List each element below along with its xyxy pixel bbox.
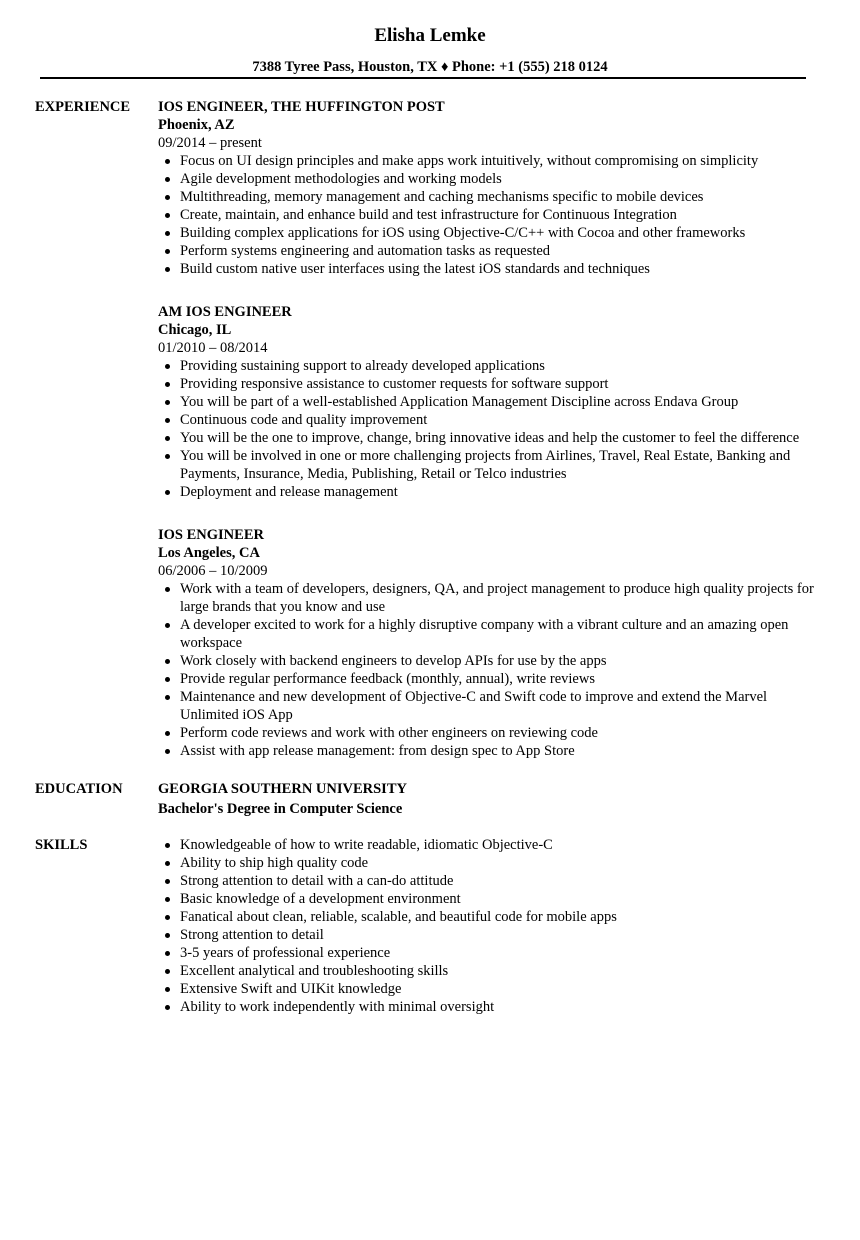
list-item: Assist with app release management: from design spec to App Store (158, 742, 828, 760)
job-dates: 06/2006 – 10/2009 (158, 563, 268, 579)
job-dates: 09/2014 – present (158, 135, 262, 151)
skills-label: SKILLS (35, 837, 88, 853)
job-entry (158, 526, 828, 760)
list-item: Maintenance and new development of Objective-C and Swift code to improve and extend the Marvel Unlimited iOS App (158, 688, 828, 724)
list-item: Work with a team of developers, designers, QA, and project management to produce high quality projects for large brands that you know and use (158, 580, 828, 616)
resume-header (0, 24, 860, 76)
job-entry (158, 303, 828, 501)
contact-line: 7388 Tyree Pass, Houston, TX ♦ Phone: +1 (555) 218 0124 (252, 59, 608, 75)
list-item: Strong attention to detail with a can-do attitude (158, 872, 828, 890)
list-item: Extensive Swift and UIKit knowledge (158, 980, 828, 998)
list-item: You will be involved in one or more challenging projects from Airlines, Travel, Real Estate, Banking and Payments, Insurance, Media, Publishing, Retail or Telco industries (158, 447, 828, 483)
job-location: Chicago, IL (158, 322, 232, 338)
experience-section (158, 98, 828, 785)
list-item: Multithreading, memory management and caching mechanisms specific to mobile devices (158, 188, 828, 206)
list-item: Focus on UI design principles and make apps work intuitively, without compromising on simplicity (158, 152, 828, 170)
list-item: Basic knowledge of a development environment (158, 890, 828, 908)
job-entry (158, 98, 828, 278)
job-location: Los Angeles, CA (158, 545, 260, 561)
list-item: Work closely with backend engineers to develop APIs for use by the apps (158, 652, 828, 670)
candidate-name: Elisha Lemke (374, 25, 486, 46)
list-item: Providing responsive assistance to customer requests for software support (158, 375, 828, 393)
list-item: Continuous code and quality improvement (158, 411, 828, 429)
list-item: Build custom native user interfaces using the latest iOS standards and techniques (158, 260, 828, 278)
list-item: Ability to ship high quality code (158, 854, 828, 872)
job-bullets (158, 580, 828, 760)
school-name: GEORGIA SOUTHERN UNIVERSITY (158, 781, 407, 797)
skills-list (158, 836, 828, 1016)
job-title: AM IOS ENGINEER (158, 304, 292, 320)
header-divider (40, 77, 806, 79)
list-item: 3-5 years of professional experience (158, 944, 828, 962)
job-bullets (158, 152, 828, 278)
education-label: EDUCATION (35, 781, 123, 797)
list-item: Building complex applications for iOS using Objective-C/C++ with Cocoa and other frameworks (158, 224, 828, 242)
list-item: Excellent analytical and troubleshooting skills (158, 962, 828, 980)
list-item: Ability to work independently with minimal oversight (158, 998, 828, 1016)
list-item: You will be part of a well-established Application Management Discipline across Endava Group (158, 393, 828, 411)
list-item: Providing sustaining support to already developed applications (158, 357, 828, 375)
degree: Bachelor's Degree in Computer Science (158, 801, 403, 817)
list-item: Deployment and release management (158, 483, 828, 501)
list-item: You will be the one to improve, change, bring innovative ideas and help the customer to feel the difference (158, 429, 828, 447)
job-title: IOS ENGINEER, THE HUFFINGTON POST (158, 99, 445, 115)
list-item: A developer excited to work for a highly disruptive company with a vibrant culture and an amazing open workspace (158, 616, 828, 652)
job-dates: 01/2010 – 08/2014 (158, 340, 268, 356)
list-item: Perform code reviews and work with other engineers on reviewing code (158, 724, 828, 742)
list-item: Perform systems engineering and automation tasks as requested (158, 242, 828, 260)
list-item: Knowledgeable of how to write readable, idiomatic Objective-C (158, 836, 828, 854)
skills-section (158, 836, 828, 1016)
list-item: Fanatical about clean, reliable, scalable, and beautiful code for mobile apps (158, 908, 828, 926)
job-bullets (158, 357, 828, 501)
list-item: Provide regular performance feedback (monthly, annual), write reviews (158, 670, 828, 688)
job-location: Phoenix, AZ (158, 117, 235, 133)
list-item: Strong attention to detail (158, 926, 828, 944)
job-title: IOS ENGINEER (158, 527, 264, 543)
list-item: Agile development methodologies and working models (158, 170, 828, 188)
education-section (158, 780, 828, 818)
list-item: Create, maintain, and enhance build and test infrastructure for Continuous Integration (158, 206, 828, 224)
experience-label: EXPERIENCE (35, 99, 131, 115)
